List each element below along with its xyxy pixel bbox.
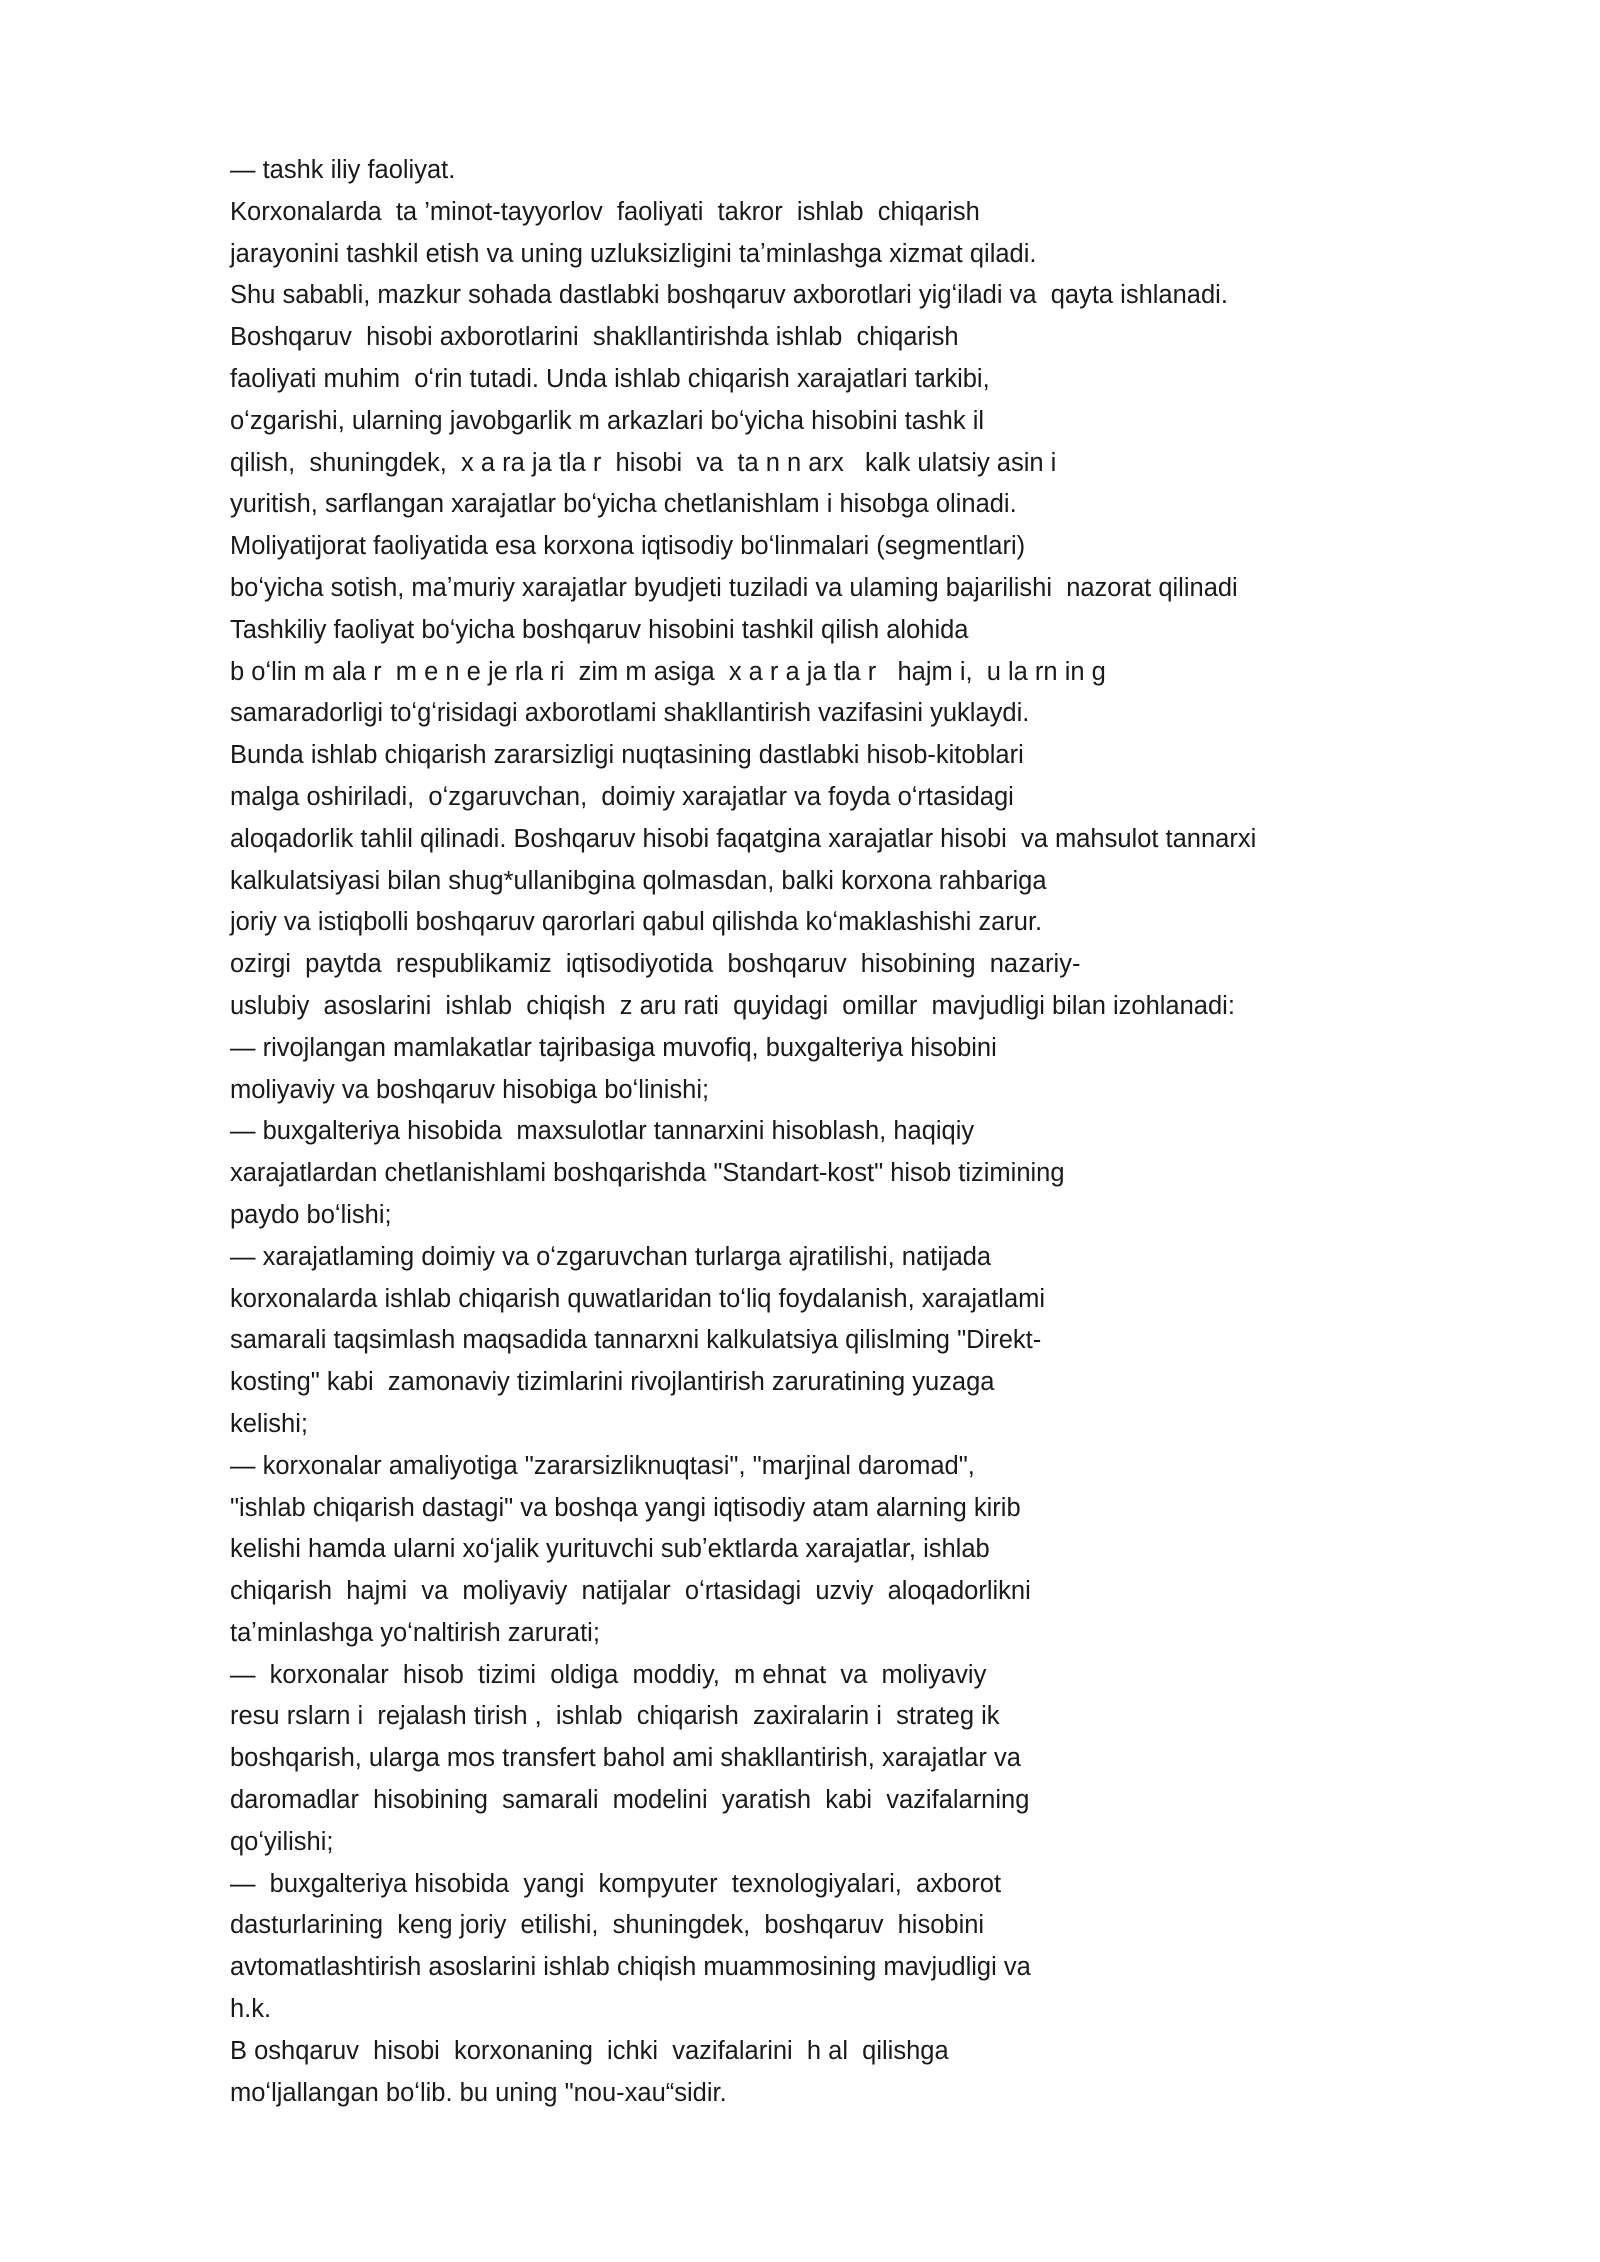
text-line: resu rslarn i rejalash tirish , ishlab chiqarish zaxiralarin i strateg ik (230, 1702, 1000, 1731)
text-line: — tashk iliy faoliyat. (230, 156, 456, 184)
text-line: boʻyicha sotish, maʼmuriy xarajatlar byudjeti tuziladi va ulaming bajarilishi nazorat qilinadi (230, 573, 1238, 602)
text-line: Bunda ishlab chiqarish zararsizligi nuqtasining dastlabki hisob-kitoblari (230, 741, 1024, 770)
text-line: kelishi; (230, 1409, 308, 1438)
text-line: korxonalarda ishlab chiqarish quwatlaridan toʻliq foydalanish, xarajatlami (230, 1284, 1046, 1313)
text-line: jarayonini tashkil etish va uning uzluksizligini taʼminlashga xizmat qiladi. (230, 239, 1037, 268)
text-line: oʻzgarishi, ularning javobgarlik m arkazlari boʻyicha hisobini tashk il (230, 406, 985, 435)
text-line: samarali taqsimlash maqsadida tannarxni kalkulatsiya qilislming "Direkt- (230, 1326, 1042, 1355)
text-line: moliyaviy va boshqaruv hisobiga boʻlinishi; (230, 1075, 710, 1104)
text-line: taʼminlashga yoʻnaltirish zarurati; (230, 1618, 600, 1647)
text-line: qilish, shuningdek, x a ra ja tla r hisobi va ta n n arx kalk ulatsiy asin i (230, 448, 1057, 477)
text-line: Tashkiliy faoliyat boʻyicha boshqaruv hisobini tashkil qilish alohida (230, 615, 969, 644)
text-line: — buxgalteriya hisobida maxsulotlar tannarxini hisoblash, haqiqiy (230, 1117, 975, 1146)
text-line: moʻljallangan boʻlib. bu uning "nou-xau“sidir. (230, 2078, 727, 2107)
text-line: dasturlarining keng joriy etilishi, shuningdek, boshqaruv hisobini (230, 1911, 985, 1940)
text-line: yuritish, sarflangan xarajatlar boʻyicha chetlanishlam i hisobga olinadi. (230, 490, 1017, 519)
text-line: B oshqaruv hisobi korxonaning ichki vazifalarini h al qilishga (230, 2036, 949, 2065)
text-line: — xarajatlaming doimiy va oʻzgaruvchan turlarga ajratilishi, natijada (230, 1242, 992, 1271)
text-line: — korxonalar hisob tizimi oldiga moddiy, m ehnat va moliyaviy (230, 1660, 987, 1689)
text-line: Korxonalarda ta ’minot-tayyorlov faoliyati takror ishlab chiqarish (230, 197, 980, 226)
text-line: aloqadorlik tahlil qilinadi. Boshqaruv hisobi faqatgina xarajatlar hisobi va mahsulot tannarxi (230, 824, 1257, 853)
text-line: faoliyati muhim oʻrin tutadi. Unda ishlab chiqarish xarajatlari tarkibi, (230, 364, 990, 393)
text-line: b oʻlin m ala r m e n e je rla ri zim m asiga x a r a ja tla r hajm i, u la rn in g (230, 657, 1106, 686)
text-line: kelishi hamda ularni xoʻjalik yurituvchi subʼektlarda xarajatlar, ishlab (230, 1535, 990, 1564)
text-line: "ishlab chiqarish dastagi" va boshqa yangi iqtisodiy atam alarning kirib (230, 1493, 1021, 1522)
text-line: Boshqaruv hisobi axborotlarini shakllantirishda ishlab chiqarish (230, 323, 959, 352)
text-line: xarajatlardan chetlanishlami boshqarishda "Standart-kost" hisob tizimining (230, 1159, 1065, 1188)
text-line: — rivojlangan mamlakatlar tajribasiga muvofiq, buxgalteriya hisobini (230, 1033, 997, 1062)
text-line: h.k. (230, 1995, 272, 2024)
text-line: samaradorligi toʻgʻrisidagi axborotlami shakllantirish vazifasini yuklaydi. (230, 699, 1030, 728)
text-line: joriy va istiqbolli boshqaruv qarorlari qabul qilishda koʻmaklashishi zarur. (230, 908, 1043, 937)
text-line: — buxgalteriya hisobida yangi kompyuter texnologiyalari, axborot (230, 1869, 1002, 1898)
text-line: qoʻyilishi; (230, 1827, 334, 1856)
text-line: daromadlar hisobining samarali modelini yaratish kabi vazifalarning (230, 1786, 1030, 1815)
document-body (230, 150, 1430, 2114)
text-line: — korxonalar amaliyotiga "zararsizliknuqtasi", "marjinal daromad", (230, 1451, 975, 1480)
text-line: Shu sababli, mazkur sohada dastlabki boshqaruv axborotlari yigʻiladi va qayta ishlanadi. (230, 281, 1228, 310)
text-line: kosting" kabi zamonaviy tizimlarini rivojlantirish zaruratining yuzaga (230, 1368, 995, 1397)
text-line: boshqarish, ularga mos transfert bahol ami shakllantirish, xarajatlar va (230, 1744, 1021, 1773)
text-line: kalkulatsiyasi bilan shug*ullanibgina qolmasdan, balki korxona rahbariga (230, 866, 1047, 895)
text-line: avtomatlashtirish asoslarini ishlab chiqish muammosining mavjudligi va (230, 1953, 1031, 1982)
text-line: malga oshiriladi, oʻzgaruvchan, doimiy xarajatlar va foyda oʻrtasidagi (230, 782, 1014, 811)
text-line: Moliyatijorat faoliyatida esa korxona iqtisodiy boʻlinmalari (segmentlari) (230, 532, 1026, 561)
text-line: chiqarish hajmi va moliyaviy natijalar oʻrtasidagi uzviy aloqadorlikni (230, 1577, 1031, 1606)
text-line: uslubiy asoslarini ishlab chiqish z aru rati quyidagi omillar mavjudligi bilan izohlanadi: (230, 991, 1235, 1020)
text-line: ozirgi paytda respublikamiz iqtisodiyotida boshqaruv hisobining nazariy- (230, 950, 1081, 979)
text-line: paydo boʻlishi; (230, 1200, 392, 1229)
